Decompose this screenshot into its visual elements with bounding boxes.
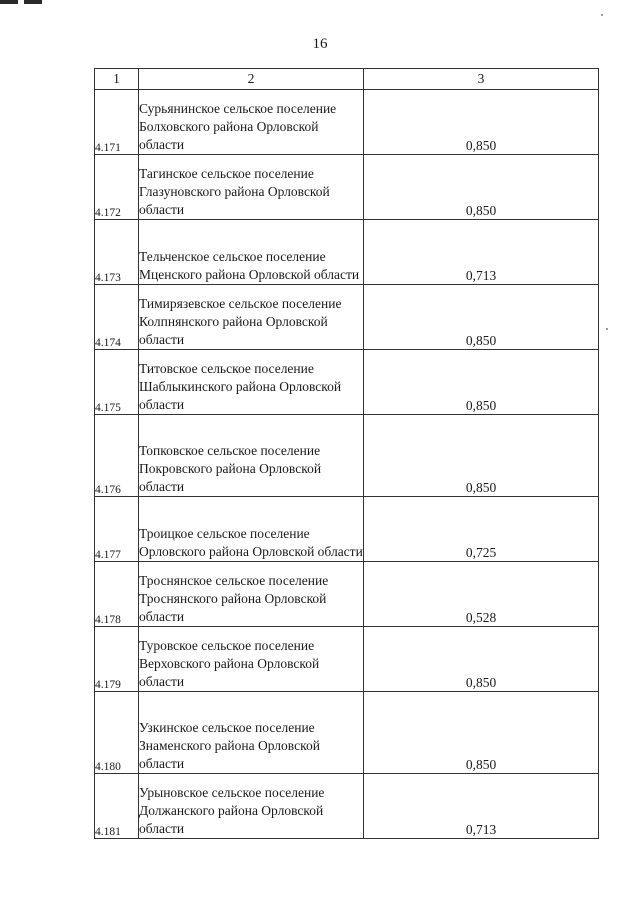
row-number: 4.177 [95, 497, 139, 562]
column-header: 1 [95, 69, 139, 90]
coefficient-value: 0,850 [364, 415, 599, 497]
coefficient-value: 0,850 [364, 627, 599, 692]
scan-speck [601, 14, 603, 16]
table-row [95, 220, 599, 285]
page-number: 16 [312, 36, 328, 52]
row-number: 4.178 [95, 562, 139, 627]
settlement-name: Тельченское сельское поселение Мценского района Орловской области [139, 220, 364, 285]
row-number: 4.172 [95, 155, 139, 220]
table-row [95, 350, 599, 415]
table-row [95, 155, 599, 220]
settlement-name: Тагинское сельское поселение Глазуновского района Орловской области [139, 155, 364, 220]
settlement-name: Узкинское сельское поселение Знаменского района Орловской области [139, 692, 364, 774]
settlement-name: Троицкое сельское поселение Орловского района Орловской области [139, 497, 364, 562]
coefficient-value: 0,713 [364, 220, 599, 285]
table-header-row [95, 69, 599, 90]
settlement-name: Урыновское сельское поселение Должанского района Орловской области [139, 774, 364, 839]
row-number: 4.181 [95, 774, 139, 839]
table-row [95, 562, 599, 627]
coefficient-value: 0,850 [364, 692, 599, 774]
table-row [95, 774, 599, 839]
scan-speck [606, 328, 608, 330]
column-header: 3 [364, 69, 599, 90]
coefficient-value: 0,528 [364, 562, 599, 627]
coefficient-value: 0,850 [364, 90, 599, 155]
table-row [95, 415, 599, 497]
table-row [95, 285, 599, 350]
table-row [95, 90, 599, 155]
column-header: 2 [139, 69, 364, 90]
row-number: 4.179 [95, 627, 139, 692]
coefficient-value: 0,850 [364, 155, 599, 220]
coefficient-value: 0,713 [364, 774, 599, 839]
settlement-name: Сурьянинское сельское поселение Болховского района Орловской области [139, 90, 364, 155]
coefficient-value: 0,850 [364, 285, 599, 350]
settlement-name: Туровское сельское поселение Верховского района Орловской области [139, 627, 364, 692]
settlement-name: Топковское сельское поселение Покровского района Орловской области [139, 415, 364, 497]
settlement-name: Тимирязевское сельское поселение Колпнянского района Орловской области [139, 285, 364, 350]
table-row [95, 692, 599, 774]
row-number: 4.171 [95, 90, 139, 155]
row-number: 4.175 [95, 350, 139, 415]
coefficient-value: 0,850 [364, 350, 599, 415]
settlement-name: Титовское сельское поселение Шаблыкинского района Орловской области [139, 350, 364, 415]
row-number: 4.173 [95, 220, 139, 285]
scan-corner-mark [0, 0, 42, 4]
settlement-name: Троснянское сельское поселение Троснянского района Орловской области [139, 562, 364, 627]
coefficient-value: 0,725 [364, 497, 599, 562]
row-number: 4.180 [95, 692, 139, 774]
table-row [95, 497, 599, 562]
coefficients-table [94, 68, 599, 839]
row-number: 4.176 [95, 415, 139, 497]
row-number: 4.174 [95, 285, 139, 350]
table-row [95, 627, 599, 692]
